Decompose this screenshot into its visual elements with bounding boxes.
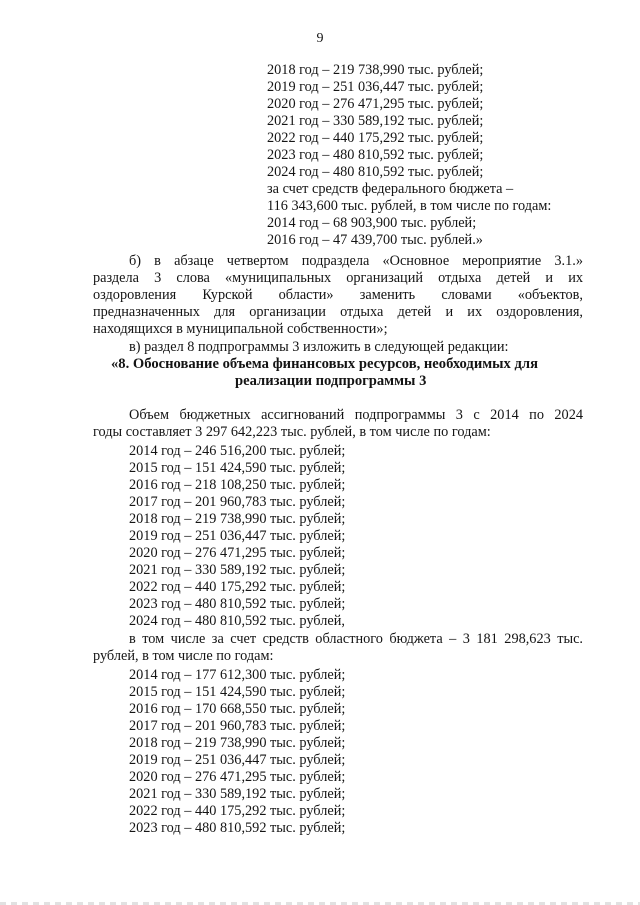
paragraph-line: раздела 3 слова «муниципальных организаций отдыха детей и их: [93, 270, 583, 286]
list-item: 2021 год – 330 589,192 тыс. рублей;: [129, 562, 346, 578]
page-number: 9: [316, 31, 324, 46]
paragraph-line: Объем бюджетных ассигнований подпрограммы 3 с 2014 по 2024: [129, 407, 583, 423]
list-item: 2014 год – 68 903,900 тыс. рублей;: [267, 215, 477, 231]
list-item: 2014 год – 177 612,300 тыс. рублей;: [129, 667, 346, 683]
list-item: 2016 год – 218 108,250 тыс. рублей;: [129, 477, 346, 493]
list-item: 2019 год – 251 036,447 тыс. рублей;: [129, 752, 346, 768]
list-item: 2017 год – 201 960,783 тыс. рублей;: [129, 718, 346, 734]
list-item: 2020 год – 276 471,295 тыс. рублей;: [267, 96, 484, 112]
paragraph-line: в том числе за счет средств областного бюджета – 3 181 298,623 тыс.: [129, 631, 583, 647]
list-item: 2018 год – 219 738,990 тыс. рублей;: [129, 735, 346, 751]
paragraph-line: предназначенных для организации отдыха детей и их оздоровления,: [93, 304, 583, 320]
paragraph-line: б) в абзаце четвертом подраздела «Основное мероприятие 3.1.»: [129, 253, 583, 269]
federal-budget-total: 116 343,600 тыс. рублей, в том числе по годам:: [267, 198, 552, 214]
list-item: 2014 год – 246 516,200 тыс. рублей;: [129, 443, 346, 459]
list-item: 2021 год – 330 589,192 тыс. рублей;: [267, 113, 484, 129]
list-item: 2024 год – 480 810,592 тыс. рублей,: [129, 613, 345, 629]
list-item: 2020 год – 276 471,295 тыс. рублей;: [129, 769, 346, 785]
list-item: 2015 год – 151 424,590 тыс. рублей;: [129, 460, 346, 476]
item-v-paragraph: в) раздел 8 подпрограммы 3 изложить в следующей редакции:: [129, 339, 509, 355]
paragraph-line: находящихся в муниципальной собственности»;: [93, 321, 388, 337]
paragraph-line: оздоровления Курской области» заменить словами «объектов,: [93, 287, 583, 303]
list-item: 2022 год – 440 175,292 тыс. рублей;: [129, 803, 346, 819]
list-item: 2020 год – 276 471,295 тыс. рублей;: [129, 545, 346, 561]
list-item: 2022 год – 440 175,292 тыс. рублей;: [267, 130, 484, 146]
list-item: 2023 год – 480 810,592 тыс. рублей;: [129, 596, 346, 612]
list-item: 2018 год – 219 738,990 тыс. рублей;: [267, 62, 484, 78]
list-item: 2018 год – 219 738,990 тыс. рублей;: [129, 511, 346, 527]
heading-line: «8. Обоснование объема финансовых ресурсов, необходимых для: [111, 356, 538, 372]
paragraph-line: рублей, в том числе по годам:: [93, 648, 274, 664]
list-item: 2023 год – 480 810,592 тыс. рублей;: [267, 147, 484, 163]
list-item: 2023 год – 480 810,592 тыс. рублей;: [129, 820, 346, 836]
list-item: 2019 год – 251 036,447 тыс. рублей;: [129, 528, 346, 544]
list-item: 2016 год – 47 439,700 тыс. рублей.»: [267, 232, 483, 248]
federal-budget-line: за счет средств федерального бюджета –: [267, 181, 514, 197]
list-item: 2015 год – 151 424,590 тыс. рублей;: [129, 684, 346, 700]
paragraph-line: годы составляет 3 297 642,223 тыс. рублей, в том числе по годам:: [93, 424, 491, 440]
list-item: 2017 год – 201 960,783 тыс. рублей;: [129, 494, 346, 510]
list-item: 2022 год – 440 175,292 тыс. рублей;: [129, 579, 346, 595]
list-item: 2016 год – 170 668,550 тыс. рублей;: [129, 701, 346, 717]
list-item: 2019 год – 251 036,447 тыс. рублей;: [267, 79, 484, 95]
list-item: 2021 год – 330 589,192 тыс. рублей;: [129, 786, 346, 802]
heading-line: реализации подпрограммы 3: [235, 373, 427, 389]
list-item: 2024 год – 480 810,592 тыс. рублей;: [267, 164, 484, 180]
